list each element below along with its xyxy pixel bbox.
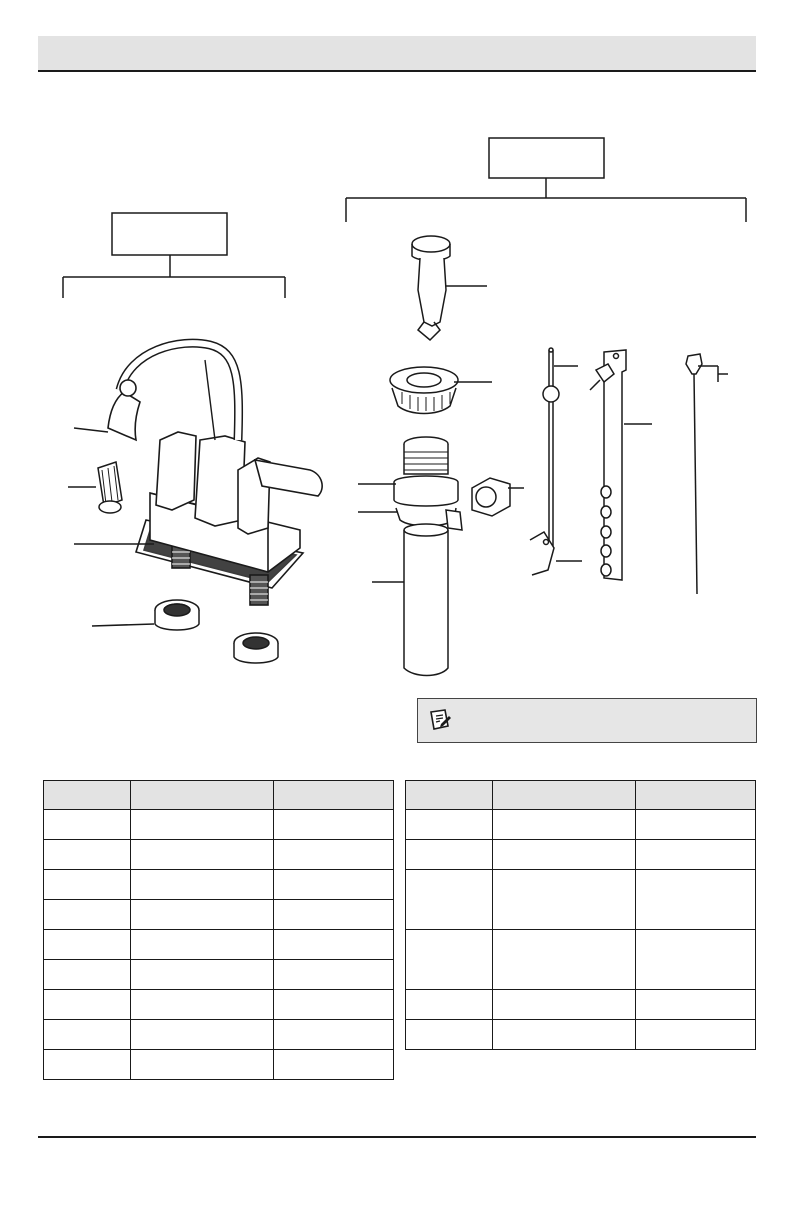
extension-strap-part — [590, 350, 652, 580]
table-cell — [44, 870, 131, 900]
table-row — [44, 870, 394, 900]
table-row — [406, 840, 756, 870]
table-cell — [131, 930, 274, 960]
table-cell — [274, 840, 394, 870]
table-cell — [406, 870, 493, 930]
table-row — [406, 990, 756, 1020]
column-header — [131, 781, 274, 810]
pivot-rod-part — [543, 348, 578, 548]
drain-body-part — [358, 437, 462, 676]
note-pencil-icon — [428, 708, 452, 732]
spring-clip-part — [530, 532, 582, 575]
table-cell — [131, 960, 274, 990]
table-header-row — [406, 781, 756, 810]
popup-stopper-part — [412, 236, 487, 340]
note-box — [417, 698, 757, 743]
mounting-nut-1 — [155, 600, 199, 630]
table-cell — [493, 840, 636, 870]
table-row — [406, 1020, 756, 1050]
table-cell — [44, 930, 131, 960]
table-cell — [274, 1020, 394, 1050]
table-cell — [131, 810, 274, 840]
table-row — [44, 900, 394, 930]
table-row — [44, 810, 394, 840]
table-row — [44, 840, 394, 870]
table-cell — [636, 810, 756, 840]
table-cell — [44, 1050, 131, 1080]
table-cell — [274, 990, 394, 1020]
table-cell — [493, 990, 636, 1020]
column-header — [44, 781, 131, 810]
parts-table-left — [43, 780, 394, 1080]
aerator-part — [98, 462, 122, 513]
column-header — [636, 781, 756, 810]
lift-rod-part — [686, 354, 728, 594]
column-header — [493, 781, 636, 810]
table-cell — [406, 840, 493, 870]
column-header — [406, 781, 493, 810]
footer-rule — [38, 1136, 756, 1138]
table-cell — [131, 840, 274, 870]
parts-table-right — [405, 780, 756, 1050]
table-cell — [636, 930, 756, 990]
table-cell — [131, 990, 274, 1020]
table-cell — [274, 960, 394, 990]
table-row — [406, 870, 756, 930]
drain-group-label — [490, 139, 603, 177]
table-row — [406, 930, 756, 990]
table-cell — [44, 900, 131, 930]
table-header-row — [44, 781, 394, 810]
table-cell — [636, 990, 756, 1020]
table-cell — [493, 870, 636, 930]
table-cell — [44, 810, 131, 840]
table-cell — [131, 900, 274, 930]
table-cell — [406, 990, 493, 1020]
table-row — [44, 960, 394, 990]
table-cell — [406, 930, 493, 990]
table-cell — [44, 1020, 131, 1050]
table-cell — [493, 810, 636, 840]
table-cell — [493, 1020, 636, 1050]
table-cell — [274, 870, 394, 900]
table-cell — [274, 900, 394, 930]
table-cell — [274, 930, 394, 960]
faucet-group-label — [113, 214, 226, 254]
table-cell — [274, 1050, 394, 1080]
drain-flange-part — [390, 367, 492, 414]
table-cell — [636, 1020, 756, 1050]
table-cell — [131, 1050, 274, 1080]
table-cell — [636, 870, 756, 930]
table-row — [44, 990, 394, 1020]
table-cell — [44, 840, 131, 870]
table-cell — [406, 1020, 493, 1050]
column-header — [274, 781, 394, 810]
mounting-nut-2 — [234, 633, 278, 663]
pivot-nut-part — [472, 478, 524, 516]
table-cell — [636, 840, 756, 870]
table-row — [44, 930, 394, 960]
table-cell — [274, 810, 394, 840]
table-cell — [493, 930, 636, 990]
table-cell — [131, 1020, 274, 1050]
table-row — [44, 1020, 394, 1050]
table-cell — [44, 990, 131, 1020]
table-cell — [44, 960, 131, 990]
table-cell — [131, 870, 274, 900]
table-cell — [406, 810, 493, 840]
table-row — [406, 810, 756, 840]
table-row — [44, 1050, 394, 1080]
